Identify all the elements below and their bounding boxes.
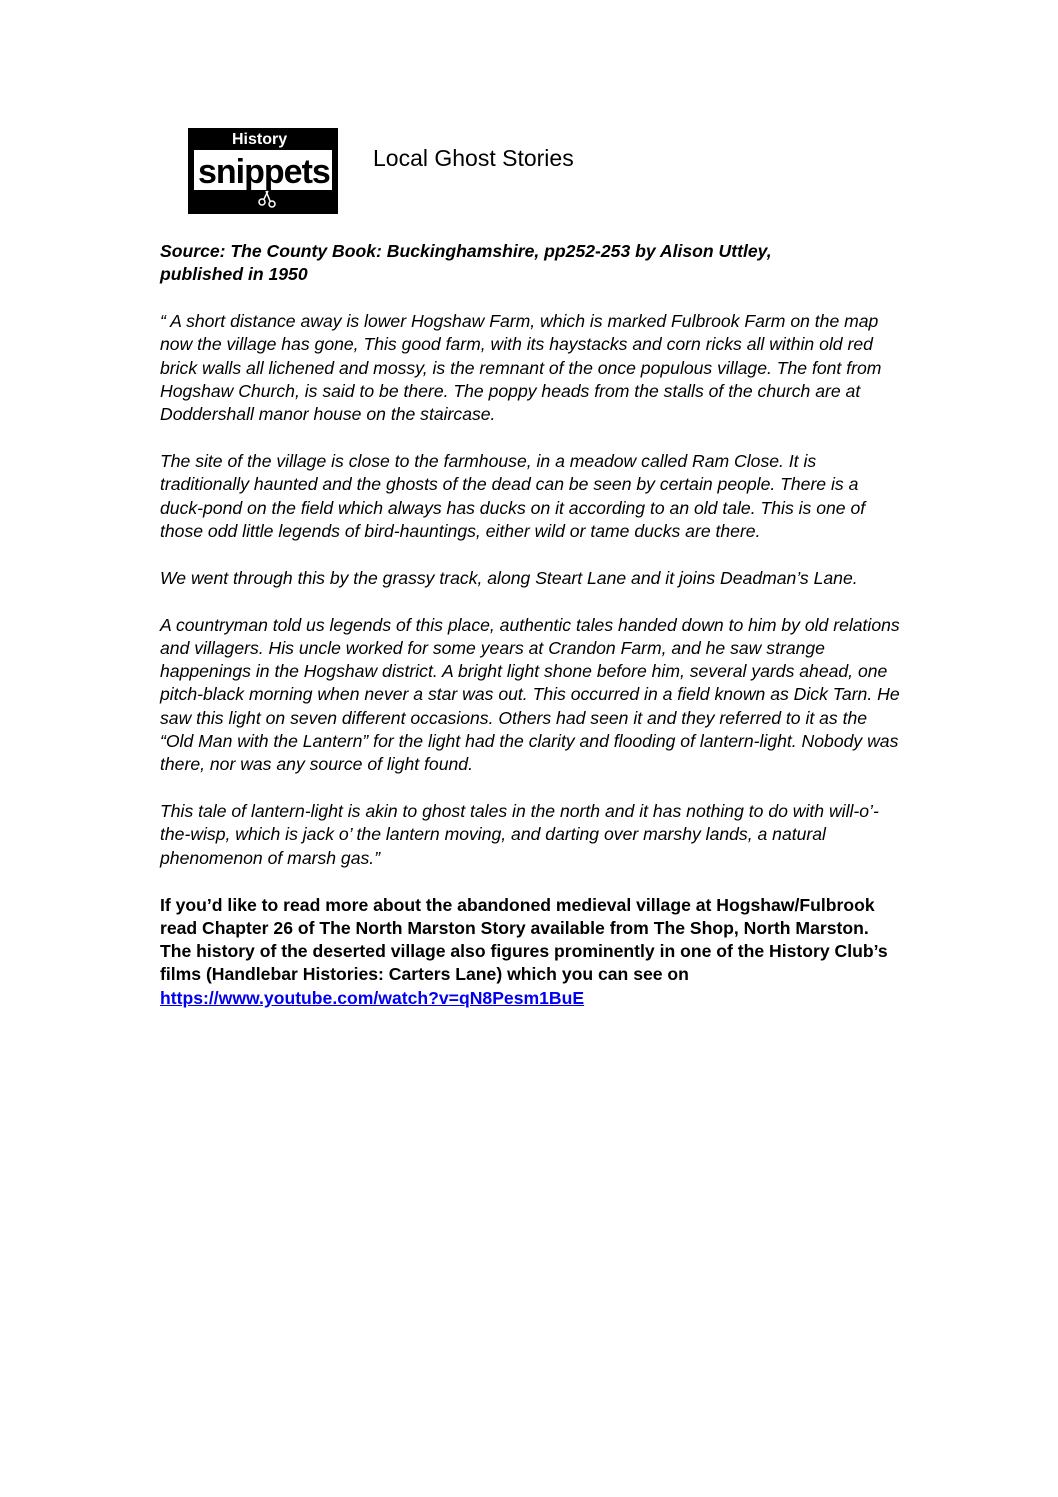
quote-paragraph-2: The site of the village is close to the farmhouse, in a meadow called Ram Close. It is traditionally haunted and the ghosts of the dead can be seen by certain people. There is a duck-pond on the field which always has ducks on it according to an old tale. This is one of those odd little legends of bird-hauntings, either wild or tame ducks are there.	[160, 451, 866, 541]
source-line-2: published in 1950	[160, 264, 308, 285]
quote-paragraph-4: A countryman told us legends of this place, authentic tales handed down to him by old relations and villagers. His uncle worked for some years at Crandon Farm, and he saw strange happenings in the Hogshaw district. A bright light shone before him, several yards ahead, one pitch-black morning when never a star was out. This occurred in a field known as Dick Tarn. He saw this light on seven different occasions. Others had seen it and they referred to it as the “Old Man with the Lantern” for the light had the clarity and flooding of lantern-light. Nobody was there, nor was any source of light found.	[160, 614, 900, 775]
quote-paragraph-3: We went through this by the grassy track, along Steart Lane and it joins Deadman’s Lane.	[160, 567, 858, 588]
history-snippets-logo	[188, 128, 338, 214]
logo-text-main: snippets	[198, 153, 330, 191]
youtube-link[interactable]: https://www.youtube.com/watch?v=qN8Pesm1BuE	[160, 987, 585, 1008]
quote-paragraph-5: This tale of lantern-light is akin to ghost tales in the north and it has nothing to do with will-o’-the-wisp, which is jack o’ the lantern moving, and darting over marshy lands, a natural phenomenon of marsh gas.”	[160, 801, 879, 868]
source-citation	[160, 240, 900, 287]
logo-graphic	[188, 128, 338, 214]
quote-paragraph-1: “ A short distance away is lower Hogshaw Farm, which is marked Fulbrook Farm on the map now the village has gone, This good farm, with its haystacks and corn ricks all within old red brick walls all lichened and mossy, is the remnant of the once populous village. The font from Hogshaw Church, is said to be there. The poppy heads from the stalls of the church are at Doddershall manor house on the staircase.	[160, 311, 882, 425]
source-line-1: Source: The County Book: Buckinghamshire, pp252-253 by Alison Uttley,	[160, 241, 772, 261]
page-title: Local Ghost Stories	[373, 145, 574, 171]
logo-text-top: History	[232, 131, 288, 148]
further-reading-note	[160, 894, 900, 1010]
document-body	[160, 240, 900, 1034]
further-reading-text: If you’d like to read more about the abandoned medieval village at Hogshaw/Fulbrook read Chapter 26 of The North Marston Story available from The Shop, North Marston. The history of the deserted village also figures prominently in one of the History Club’s films (Handlebar Histories: Carters Lane) which you can see on	[160, 894, 888, 985]
